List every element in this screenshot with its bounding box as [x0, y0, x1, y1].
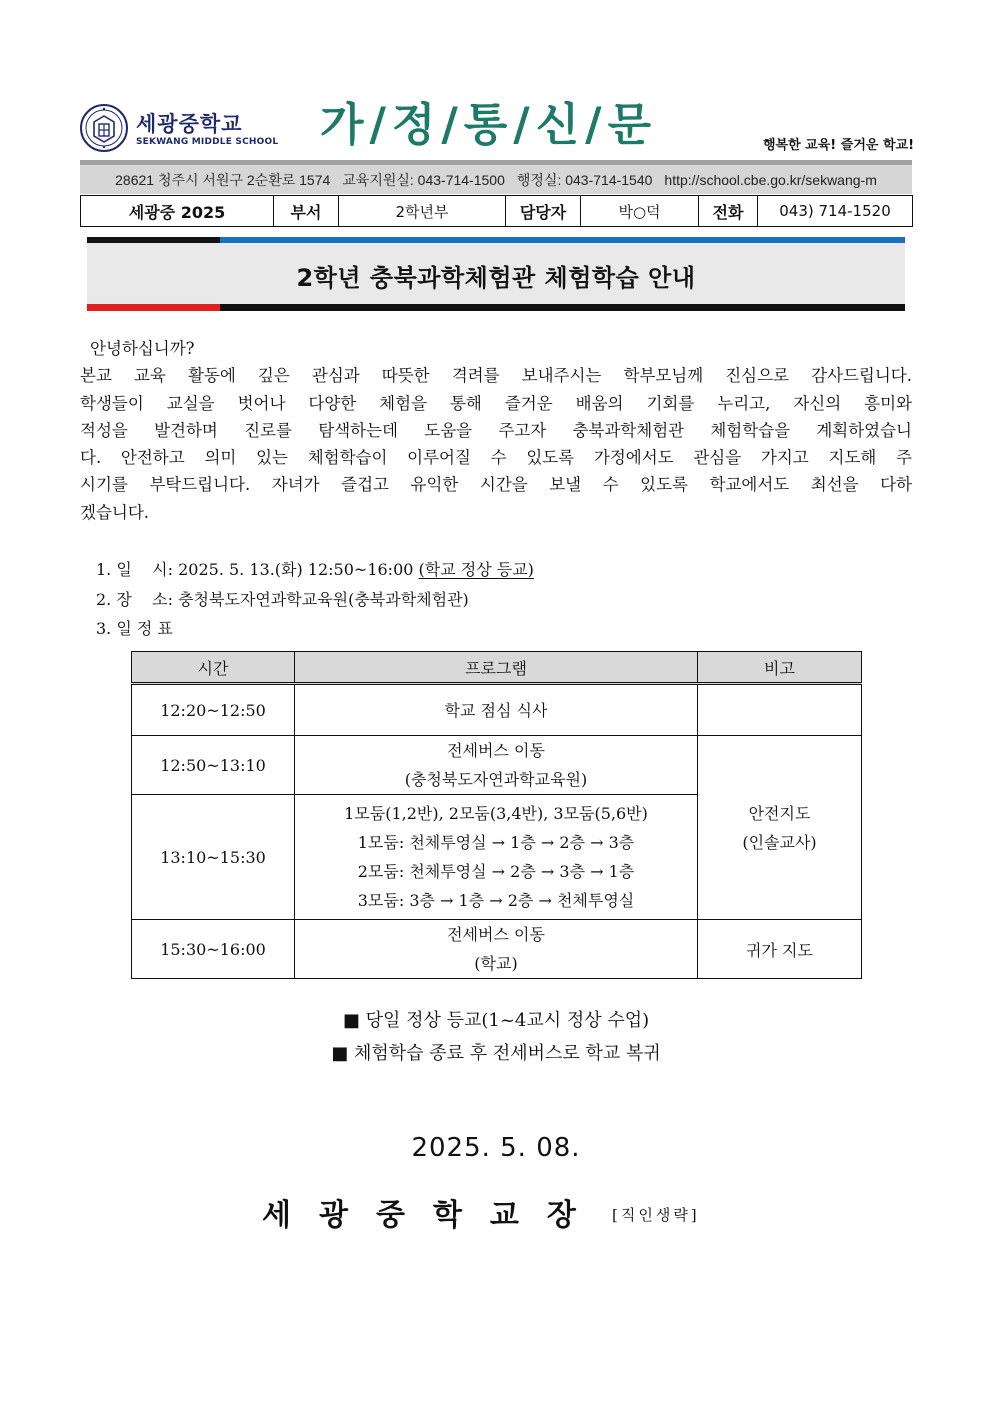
body-line-1: 본교 교육 활동에 깊은 관심과 따뜻한 격려를 보내주시는 학부모님께 진심으로 감사드립니다. — [80, 366, 912, 385]
principal-signature: 세광중학교장 — [262, 1198, 604, 1233]
item-place-value: 충청북도자연과학교육원(충북과학체험관) — [178, 590, 469, 609]
admin-office-phone: 행정실: 043-714-1540 — [516, 171, 653, 188]
row2-time: 12:50~13:10 — [132, 736, 295, 795]
safety-note — [698, 736, 862, 920]
notice-title: 2학년 충북과학체험관 체험학습 안내 — [296, 264, 696, 292]
document-info-table — [80, 195, 913, 227]
school-emblem-icon — [80, 104, 128, 152]
item-date-label: 1. 일 시: — [96, 560, 173, 579]
note-normal-attendance: ■ 당일 정상 등교(1~4교시 정상 수업) — [342, 1010, 650, 1031]
document-number: 세광중 2025 — [81, 196, 274, 227]
manager-label: 담당자 — [506, 196, 581, 227]
edu-office-phone: 교육지원실: 043-714-1500 — [342, 171, 505, 188]
newsletter-title: 가/정/통/신/문 — [320, 98, 658, 151]
safety-note-line1: 안전지도 — [748, 803, 811, 823]
issue-date: 2025. 5. 08. — [411, 1133, 581, 1163]
item-date-value: 2025. 5. 13.(화) 12:50~16:00 — [178, 560, 414, 579]
item-date — [96, 557, 534, 580]
body-line-5: 시기를 부탁드립니다. 자녀가 즐겁고 유익한 시간을 보낼 수 있도록 학교에서도 최선을 다하 — [80, 475, 912, 494]
school-url: http://school.cbe.go.kr/sekwang-m — [664, 171, 877, 188]
body-line-6: 겠습니다. — [80, 503, 150, 522]
row4-time: 15:30~16:00 — [132, 920, 295, 979]
seal-omitted-note: [직인생략] — [612, 1206, 700, 1224]
row4-program-line1: 전세버스 이동 — [447, 925, 545, 944]
row2-program-line2: (충청북도자연과학교육원) — [404, 770, 588, 789]
row2-program-line1: 전세버스 이동 — [447, 741, 545, 760]
body-line-4: 다. 안전하고 의미 있는 체험학습이 이루어질 수 있도록 가정에서도 관심을 가지고 지도해 주 — [80, 448, 912, 467]
note-return-by-bus: ■ 체험학습 종료 후 전세버스로 학교 복귀 — [331, 1043, 661, 1064]
row1-note — [698, 684, 862, 736]
row4-program-line2: (학교) — [474, 954, 518, 973]
school-logo — [80, 104, 280, 154]
body-line-3: 적성을 발견하며 진로를 탐색하는데 도움을 주고자 충북과학체험관 체험학습을 계획하였습니 — [80, 421, 912, 440]
banner-stripe-bottom-red — [87, 304, 220, 311]
row1-program-line1: 학교 점심 식사 — [444, 700, 548, 720]
greeting: 안녕하십니까? — [90, 339, 195, 358]
header-note: 비고 — [698, 652, 862, 684]
address-bar — [80, 160, 912, 194]
row1-program — [295, 684, 698, 736]
phone-value: 043) 714-1520 — [758, 196, 913, 227]
school-name-en: SEKWANG MIDDLE SCHOOL — [136, 137, 279, 147]
header-program: 프로그램 — [295, 652, 698, 684]
item-place-label: 2. 장 소: — [96, 590, 173, 609]
row3-time: 13:10~15:30 — [132, 795, 295, 920]
dept-label: 부서 — [274, 196, 339, 227]
row3-program-line4: 3모둠: 3층 → 1층 → 2층 → 천체투영실 — [357, 891, 635, 910]
row2-program — [295, 736, 698, 795]
table-row — [132, 736, 862, 795]
schedule-header-row — [132, 652, 862, 684]
body-line-2: 학생들이 교실을 벗어나 다양한 체험을 통해 즐거운 배움의 기회를 누리고, 자신의 흥미와 — [80, 394, 912, 413]
phone-label: 전화 — [699, 196, 758, 227]
table-row — [132, 684, 862, 736]
schedule-table — [131, 651, 862, 979]
header-time: 시간 — [132, 652, 295, 684]
dept-value: 2학년부 — [339, 196, 506, 227]
school-name: 세광중학교 — [136, 112, 243, 136]
item-place — [96, 587, 469, 610]
row3-program-line1: 1모둠(1,2반), 2모둠(3,4반), 3모둠(5,6반) — [344, 804, 648, 823]
row3-program-line2: 1모둠: 천체투영실 → 1층 → 2층 → 3층 — [357, 833, 635, 852]
item-date-note: (학교 정상 등교) — [418, 560, 534, 579]
row1-time: 12:20~12:50 — [132, 684, 295, 736]
row3-program — [295, 795, 698, 920]
row3-program-line3: 2모둠: 천체투영실 → 2층 → 3층 → 1층 — [357, 862, 635, 881]
banner-stripe-bottom-black — [220, 304, 905, 311]
school-address: 28621 청주시 서원구 2순환로 1574 — [115, 171, 331, 188]
row4-program — [295, 920, 698, 979]
manager-value: 박○덕 — [581, 196, 699, 227]
school-slogan: 행복한 교육! 즐거운 학교! — [762, 138, 914, 153]
item-schedule-label: 3. 일 정 표 — [96, 619, 173, 638]
safety-note-line2: (인솔교사) — [742, 832, 817, 852]
return-note: 귀가 지도 — [698, 920, 862, 979]
table-row — [132, 920, 862, 979]
